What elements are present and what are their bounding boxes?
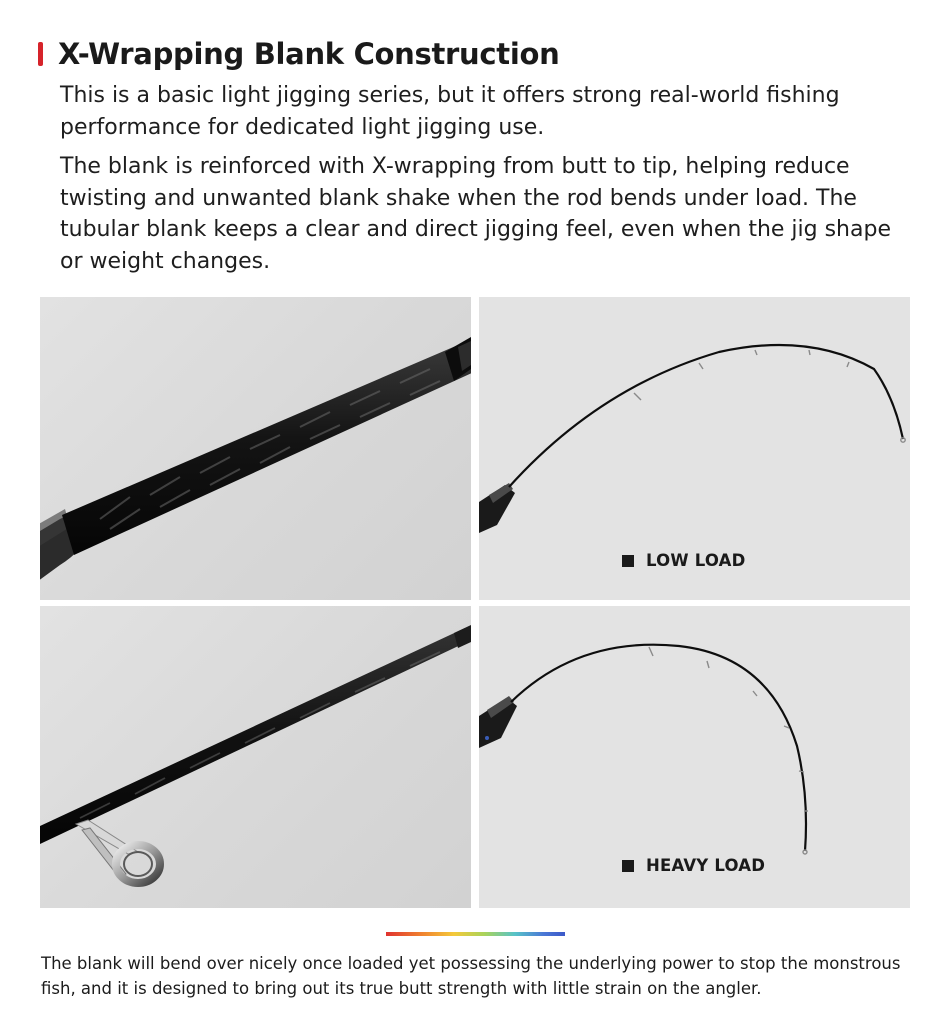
x-wrapped-blank-illustration (40, 297, 471, 600)
page-title: X-Wrapping Blank Construction (58, 37, 560, 71)
footer-description: The blank will bend over nicely once loaded yet possessing the underlying power to stop the monstrous fish, and it is designed to bring out its true butt strength with little strain on the angler. (41, 954, 901, 998)
section-header (38, 36, 918, 277)
rainbow-divider (386, 932, 565, 936)
low-load-text: LOW LOAD (646, 551, 746, 570)
bullet-square-icon (622, 860, 634, 872)
low-load-image (479, 297, 910, 600)
title-row (38, 36, 918, 72)
blank-closeup-image (40, 297, 471, 600)
construction-paragraph: The blank is reinforced with X-wrapping from butt to tip, helping reduce twisting and unwanted blank shake when the rod bends under load. The tubular blank keeps a clear and direct jigging feel, even when the jig shape or weight changes. (60, 154, 891, 274)
heavy-load-image (479, 606, 910, 908)
bullet-square-icon (622, 555, 634, 567)
blank-guide-image (40, 606, 471, 908)
low-load-label (622, 551, 745, 570)
intro-paragraph: This is a basic light jigging series, but it offers strong real-world fishing performance for dedicated light jigging use. (60, 83, 840, 140)
title-accent-bar (38, 42, 43, 66)
image-grid (40, 297, 910, 909)
heavy-load-text: HEAVY LOAD (646, 856, 766, 875)
heavy-load-label (622, 856, 765, 875)
blank-with-guide-illustration (40, 606, 471, 908)
